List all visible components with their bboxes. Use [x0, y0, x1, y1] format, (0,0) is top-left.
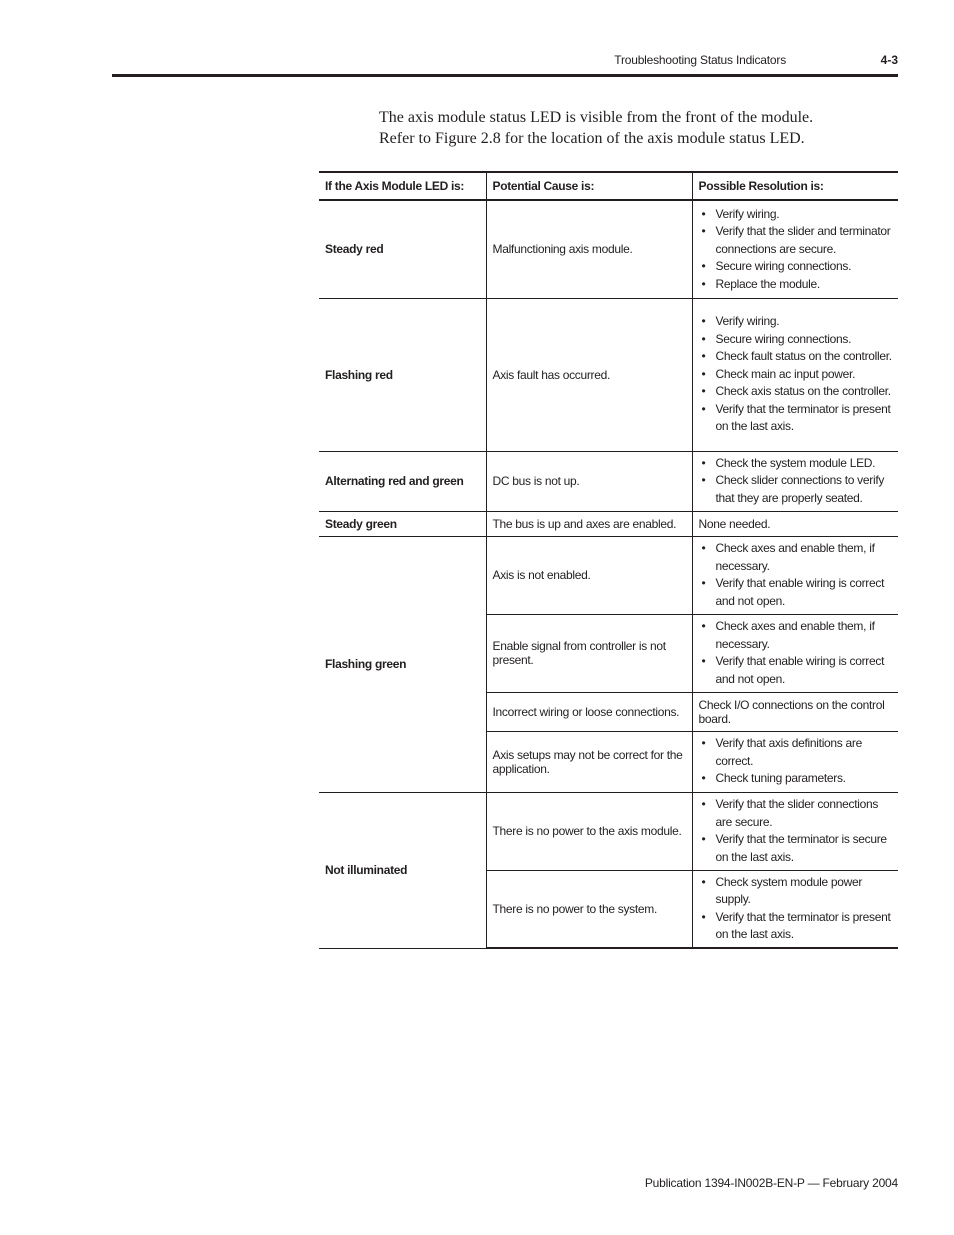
resolution-cell: [692, 870, 898, 948]
led-state-cell: Flashing green: [319, 536, 486, 792]
led-state-cell: Not illuminated: [319, 792, 486, 948]
list-item: • Verify that enable wiring is correct and not open.: [699, 653, 895, 688]
cause-cell: Axis is not enabled.: [486, 536, 692, 614]
list-item: • Check the system module LED.: [699, 455, 895, 473]
resolution-cell: Check I/O connections on the control board.: [692, 692, 898, 731]
resolution-list: [699, 206, 895, 294]
intro-paragraph: [379, 107, 898, 149]
resolution-cell: [692, 792, 898, 870]
page-number: 4-3: [880, 53, 898, 67]
table-row: [319, 451, 898, 511]
resolution-cell: [692, 731, 898, 792]
list-item: • Check axes and enable them, if necessary.: [699, 618, 895, 653]
list-item: • Verify wiring.: [699, 313, 895, 331]
list-item: • Check system module power supply.: [699, 874, 895, 909]
list-item: • Secure wiring connections.: [699, 258, 895, 276]
resolution-list: [699, 313, 895, 436]
list-item: • Verify that enable wiring is correct and not open.: [699, 575, 895, 610]
resolution-list: [699, 796, 895, 866]
list-item: • Check fault status on the controller.: [699, 348, 895, 366]
resolution-list: [699, 874, 895, 944]
header-rule: [112, 74, 898, 77]
publication-footer: Publication 1394-IN002B-EN-P — February 2004: [644, 1176, 898, 1190]
running-header: Troubleshooting Status Indicators: [614, 53, 786, 67]
cause-cell: Axis fault has occurred.: [486, 298, 692, 451]
list-item: • Verify that the slider connections are secure.: [699, 796, 895, 831]
list-item: • Secure wiring connections.: [699, 331, 895, 349]
cause-cell: There is no power to the system.: [486, 870, 692, 948]
resolution-cell: [692, 200, 898, 298]
cause-cell: Enable signal from controller is not present.: [486, 614, 692, 692]
header-potential-cause: Potential Cause is:: [486, 172, 692, 200]
resolution-list: [699, 455, 895, 508]
axis-led-table: [319, 171, 898, 949]
table-row: [319, 298, 898, 451]
list-item: • Replace the module.: [699, 276, 895, 294]
list-item: • Check axes and enable them, if necessary.: [699, 540, 895, 575]
resolution-cell: [692, 614, 898, 692]
resolution-list: [699, 618, 895, 688]
intro-line-2: Refer to Figure 2.8 for the location of the axis module status LED.: [379, 130, 805, 147]
list-item: • Verify that the terminator is secure on the last axis.: [699, 831, 895, 866]
cause-cell: There is no power to the axis module.: [486, 792, 692, 870]
list-item: • Verify that the terminator is present on the last axis.: [699, 909, 895, 944]
list-item: • Verify that axis definitions are correct.: [699, 735, 895, 770]
led-state-cell: Steady green: [319, 511, 486, 536]
table-header-row: [319, 172, 898, 200]
list-item: • Verify that the terminator is present on the last axis.: [699, 401, 895, 436]
list-item: • Check main ac input power.: [699, 366, 895, 384]
list-item: • Verify wiring.: [699, 206, 895, 224]
table-row: [319, 200, 898, 298]
cause-cell: The bus is up and axes are enabled.: [486, 511, 692, 536]
cause-cell: Axis setups may not be correct for the application.: [486, 731, 692, 792]
led-state-cell: Steady red: [319, 200, 486, 298]
cause-cell: Malfunctioning axis module.: [486, 200, 692, 298]
table-row: [319, 536, 898, 614]
resolution-list: [699, 735, 895, 788]
list-item: • Check axis status on the controller.: [699, 383, 895, 401]
list-item: • Check slider connections to verify that they are properly seated.: [699, 472, 895, 507]
led-state-cell: Alternating red and green: [319, 451, 486, 511]
resolution-cell: [692, 298, 898, 451]
cause-cell: Incorrect wiring or loose connections.: [486, 692, 692, 731]
led-state-cell: Flashing red: [319, 298, 486, 451]
resolution-list: [699, 540, 895, 610]
cause-cell: DC bus is not up.: [486, 451, 692, 511]
resolution-cell: [692, 451, 898, 511]
list-item: • Check tuning parameters.: [699, 770, 895, 788]
header-led-state: If the Axis Module LED is:: [319, 172, 486, 200]
resolution-cell: [692, 536, 898, 614]
header-possible-resolution: Possible Resolution is:: [692, 172, 898, 200]
resolution-cell: None needed.: [692, 511, 898, 536]
intro-line-1: The axis module status LED is visible from the front of the module.: [379, 109, 814, 126]
list-item: • Verify that the slider and terminator connections are secure.: [699, 223, 895, 258]
table-row: [319, 511, 898, 536]
table-row: [319, 792, 898, 870]
